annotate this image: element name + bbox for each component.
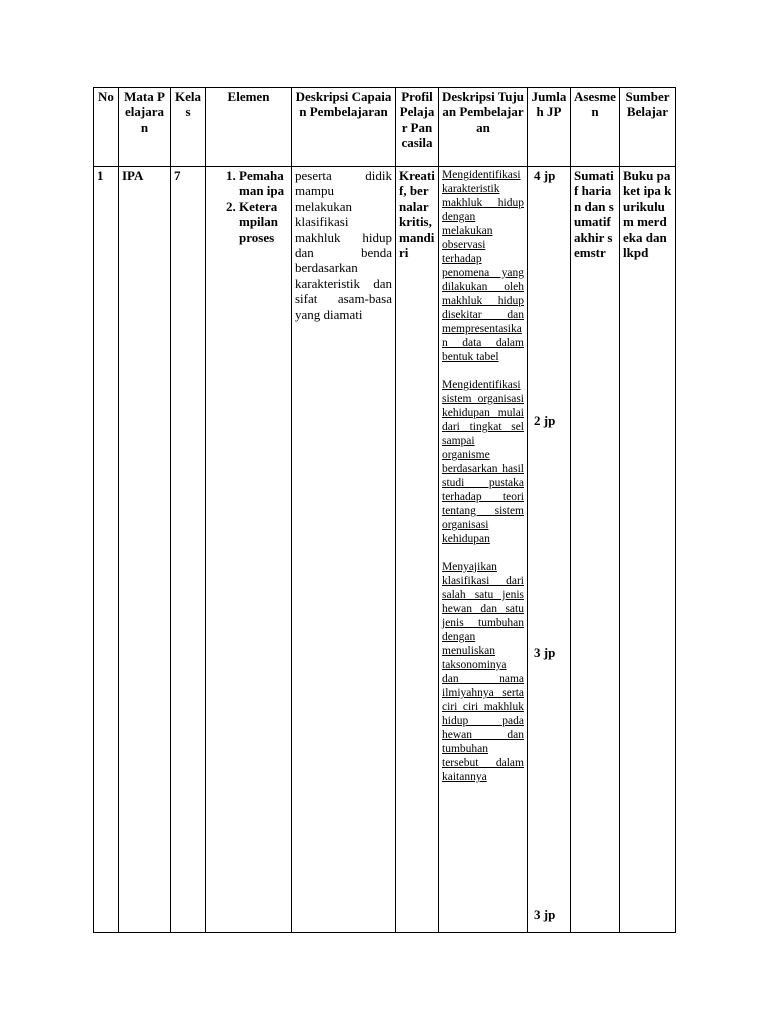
header-jumlah-jp: Jumlah JP (528, 88, 571, 167)
cell-elemen (206, 167, 292, 933)
jp-value: 3 jp (534, 645, 556, 660)
jp-value: 2 jp (534, 413, 556, 428)
header-profil-pelajar: Profil Pelajar Pancasila (396, 88, 439, 167)
header-no: No (94, 88, 119, 167)
cell-jumlah-jp (528, 167, 571, 933)
cell-mata-pelajaran: IPA (119, 167, 171, 933)
header-deskripsi-tujuan: Deskripsi Tujuan Pembelajaran (439, 88, 528, 167)
jp-value: 4 jp (534, 168, 556, 183)
tujuan-item: Mengidentifikasi sistem organisasi kehidupan mulai dari tingkat sel sampai organisme berdasarkan hasil studi pustaka terhadap teori tentang sistem organisasi kehidupan (442, 379, 524, 545)
learning-plan-table (93, 87, 676, 933)
elemen-list (209, 168, 288, 245)
table-row (94, 167, 676, 933)
cell-deskripsi-tujuan (439, 167, 528, 933)
jp-value: 3 jp (534, 907, 556, 922)
tujuan-item: Mengidentifikasi karakteristik makhluk hidup dengan melakukan observasi terhadap penomena yang dilakukan oleh makhluk hidup disekitar dan mempresentasikan data dalam bentuk tabel (442, 169, 524, 363)
header-sumber-belajar: Sumber Belajar (620, 88, 676, 167)
cell-kelas: 7 (171, 167, 206, 933)
elemen-item: 2. Keterampilan proses (239, 199, 288, 245)
header-kelas: Kelas (171, 88, 206, 167)
tujuan-list (442, 168, 524, 784)
cell-sumber-belajar: Buku paket ipa kurikulum merdeka dan lkpd (620, 167, 676, 933)
header-asesmen: Asesmen (571, 88, 620, 167)
cell-deskripsi-capaian: peserta didik mampu melakukan klasifikasi makhluk hidup dan benda berdasarkan karakteristik dan sifat asam-basa yang diamati (292, 167, 396, 933)
cell-no: 1 (94, 167, 119, 933)
cell-asesmen: Sumatif harian dan sumatif akhir semstr (571, 167, 620, 933)
table-header (94, 88, 676, 167)
elemen-item: 1. Pemahaman ipa (239, 168, 288, 199)
header-mata-pelajaran: Mata Pelajaran (119, 88, 171, 167)
header-deskripsi-capaian: Deskripsi Capaian Pembelajaran (292, 88, 396, 167)
tujuan-item: Menyajikan klasifikasi dari salah satu jenis hewan dan satu jenis tumbuhan dengan menuliskan taksonominya dan nama ilmiyahnya serta ciri ciri makhluk hidup pada hewan dan tumbuhan tersebut dalam kaitannya (442, 561, 524, 783)
cell-profil-pelajar: Kreatif, bernalar kritis, mandiri (396, 167, 439, 933)
header-elemen: Elemen (206, 88, 292, 167)
